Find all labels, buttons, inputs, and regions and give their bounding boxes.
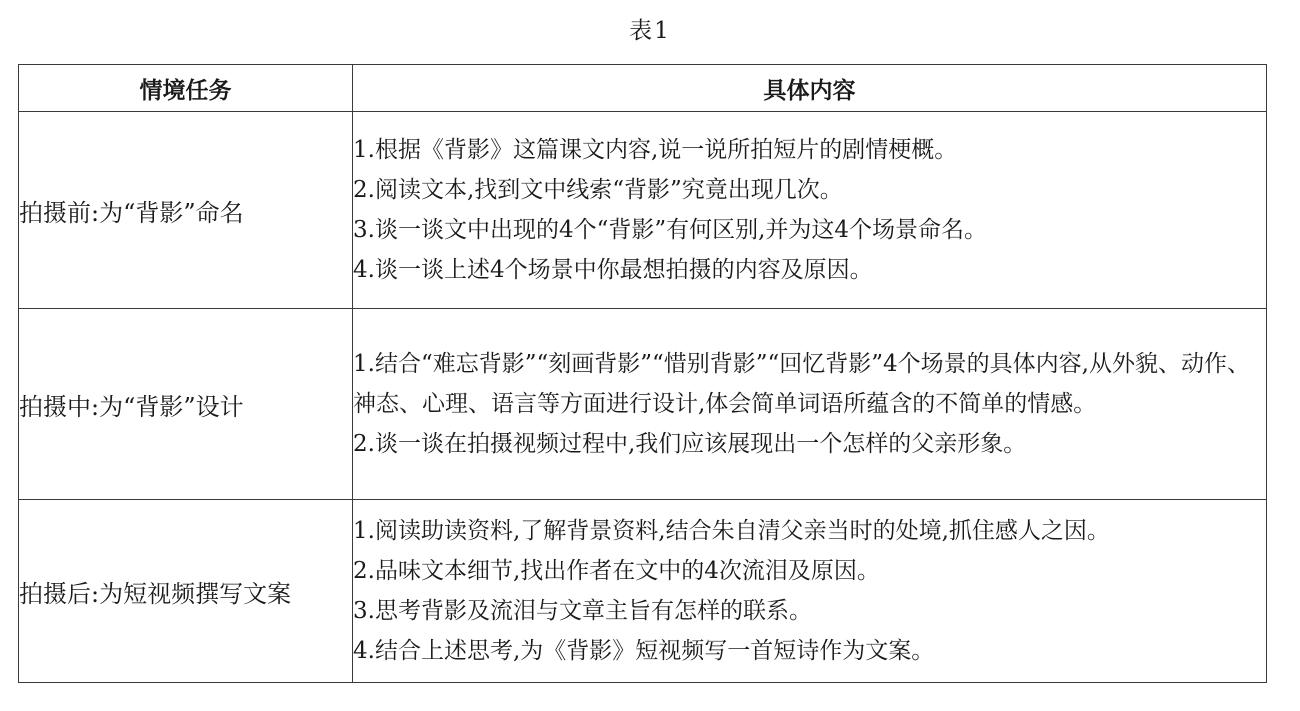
table-header-row: [19, 65, 1267, 112]
table-row-during-shooting: [19, 309, 1267, 500]
header-task: 情境任务: [19, 65, 353, 112]
task-cell: 拍摄中:为“背影”设计: [19, 309, 353, 500]
content-item: 2.品味文本细节,找出作者在文中的4次流泪及原因。: [353, 558, 880, 584]
task-cell: 拍摄后:为短视频撰写文案: [19, 500, 353, 683]
task-table: [18, 64, 1267, 683]
table-row-after-shooting: [19, 500, 1267, 683]
content-cell: [353, 500, 1267, 683]
content-item: 3.谈一谈文中出现的4个“背影”有何区别,并为这4个场景命名。: [353, 217, 988, 243]
content-cell: [353, 309, 1267, 500]
task-cell: 拍摄前:为“背影”命名: [19, 112, 353, 309]
content-cell: [353, 112, 1267, 309]
content-item: 1.阅读助读资料,了解背景资料,结合朱自清父亲当时的处境,抓住感人之因。: [353, 518, 1110, 544]
content-item: 4.谈一谈上述4个场景中你最想拍摄的内容及原因。: [353, 257, 873, 283]
header-content: 具体内容: [353, 65, 1267, 112]
content-item: 2.阅读文本,找到文中线索“背影”究竟出现几次。: [353, 177, 843, 203]
table-row-before-shooting: [19, 112, 1267, 309]
content-item: 2.谈一谈在拍摄视频过程中,我们应该展现出一个怎样的父亲形象。: [353, 431, 1027, 457]
table-caption: 表1: [629, 18, 671, 44]
content-item: 1.根据《背影》这篇课文内容,说一说所拍短片的剧情梗概。: [353, 137, 958, 163]
content-item: 4.结合上述思考,为《背影》短视频写一首短诗作为文案。: [353, 638, 935, 664]
content-item: 3.思考背影及流泪与文章主旨有怎样的联系。: [353, 598, 812, 624]
content-item: 1.结合“难忘背影”“刻画背影”“惜别背影”“回忆背影”4个场景的具体内容,从外貌、动作、神态、心理、语言等方面进行设计,体会简单词语所蕴含的不简单的情感。: [353, 351, 1250, 417]
